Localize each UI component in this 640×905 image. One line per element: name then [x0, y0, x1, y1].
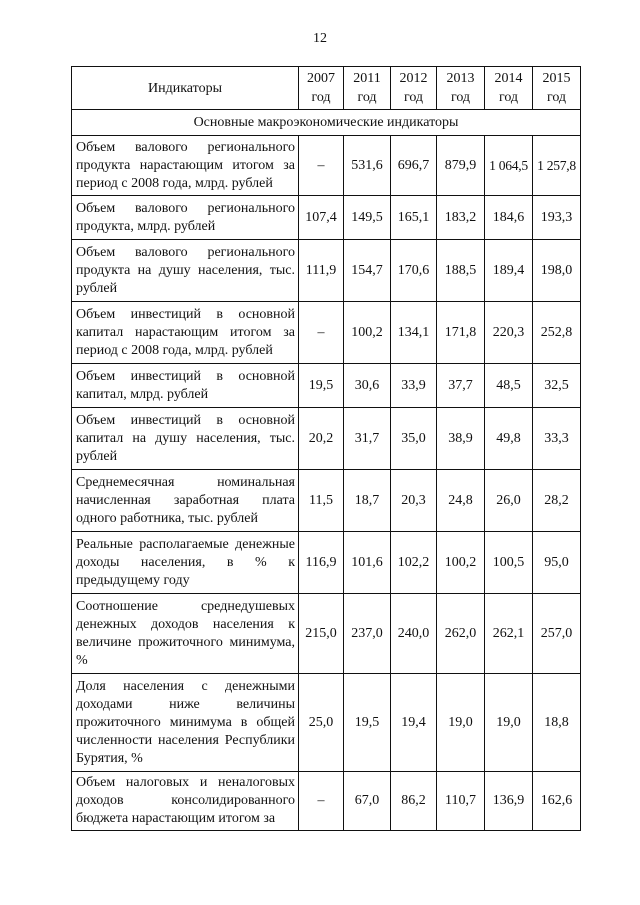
indicator-label: Соотношение среднедушевых денежных доходов населения к величине прожиточного минимума, %	[72, 594, 299, 674]
value-cell: 110,7	[437, 772, 485, 831]
table-row	[72, 364, 581, 408]
year-header-2012	[391, 67, 437, 110]
value-cell: 116,9	[299, 532, 344, 594]
year-suffix: год	[498, 90, 519, 105]
value-cell: 30,6	[344, 364, 391, 408]
value-cell: –	[299, 136, 344, 196]
year-suffix: год	[546, 90, 567, 105]
value-cell: 100,2	[344, 302, 391, 364]
value-cell: 107,4	[299, 196, 344, 240]
indicator-label: Объем налоговых и неналоговых доходов консолидированного бюджета нарастающим итогом за	[72, 772, 299, 831]
year-label: 2015	[542, 71, 571, 86]
year-header-2013	[437, 67, 485, 110]
value-cell: 154,7	[344, 240, 391, 302]
value-cell: 31,7	[344, 408, 391, 470]
year-label: 2007	[307, 71, 335, 86]
value-cell: 35,0	[391, 408, 437, 470]
value-cell: 215,0	[299, 594, 344, 674]
table-row	[72, 532, 581, 594]
value-cell: 102,2	[391, 532, 437, 594]
section-title: Основные макроэкономические индикаторы	[72, 110, 581, 136]
value-cell: 100,2	[437, 532, 485, 594]
value-cell: 18,7	[344, 470, 391, 532]
table-row	[72, 302, 581, 364]
value-cell: 189,4	[485, 240, 533, 302]
value-cell: 37,7	[437, 364, 485, 408]
header-row	[72, 67, 581, 110]
indicator-label: Объем инвестиций в основной капитал, млрд. рублей	[72, 364, 299, 408]
value-cell: 257,0	[533, 594, 581, 674]
table-row	[72, 594, 581, 674]
value-cell: 38,9	[437, 408, 485, 470]
table-row	[72, 196, 581, 240]
value-cell: 1 257,8	[533, 136, 581, 196]
value-cell: 162,6	[533, 772, 581, 831]
indicator-label: Реальные располагаемые денежные доходы населения, в % к предыдущему году	[72, 532, 299, 594]
value-cell: –	[299, 302, 344, 364]
year-suffix: год	[450, 90, 471, 105]
value-cell: 696,7	[391, 136, 437, 196]
value-cell: 252,8	[533, 302, 581, 364]
year-label: 2013	[446, 71, 475, 86]
value-cell: 171,8	[437, 302, 485, 364]
indicator-label: Объем валового регионального продукта нарастающим итогом за период с 2008 года, млрд. рублей	[72, 136, 299, 196]
value-cell: 20,3	[391, 470, 437, 532]
value-cell: 33,3	[533, 408, 581, 470]
year-label: 2012	[399, 71, 428, 86]
value-cell: 95,0	[533, 532, 581, 594]
value-cell: 170,6	[391, 240, 437, 302]
value-cell: 26,0	[485, 470, 533, 532]
value-cell: 188,5	[437, 240, 485, 302]
value-cell: 184,6	[485, 196, 533, 240]
value-cell: 32,5	[533, 364, 581, 408]
value-cell: 240,0	[391, 594, 437, 674]
value-cell: 67,0	[344, 772, 391, 831]
value-cell: 193,3	[533, 196, 581, 240]
indicator-label: Среднемесячная номинальная начисленная заработная плата одного работника, тыс. рублей	[72, 470, 299, 532]
indicator-label: Объем инвестиций в основной капитал на душу населения, тыс. рублей	[72, 408, 299, 470]
value-cell: 86,2	[391, 772, 437, 831]
table-row	[72, 240, 581, 302]
value-cell: 11,5	[299, 470, 344, 532]
year-label: 2011	[353, 71, 381, 86]
table-row	[72, 136, 581, 196]
value-cell: 19,5	[344, 674, 391, 772]
value-cell: 111,9	[299, 240, 344, 302]
page-number: 12	[313, 31, 327, 46]
year-label: 2014	[494, 71, 523, 86]
indicator-header: Индикаторы	[72, 67, 299, 110]
indicator-label: Объем инвестиций в основной капитал нарастающим итогом за период с 2008 года, млрд. рублей	[72, 302, 299, 364]
year-suffix: год	[357, 90, 377, 105]
indicator-label: Доля населения с денежными доходами ниже величины прожиточного минимума в общей численности населения Республики Бурятия, %	[72, 674, 299, 772]
value-cell: 48,5	[485, 364, 533, 408]
section-row	[72, 110, 581, 136]
value-cell: 220,3	[485, 302, 533, 364]
year-header-2015	[533, 67, 581, 110]
value-cell: 101,6	[344, 532, 391, 594]
value-cell: 198,0	[533, 240, 581, 302]
year-suffix: год	[311, 90, 331, 105]
table-row	[72, 674, 581, 772]
value-cell: 19,4	[391, 674, 437, 772]
indicator-label: Объем валового регионального продукта, млрд. рублей	[72, 196, 299, 240]
value-cell: 33,9	[391, 364, 437, 408]
value-cell: 1 064,5	[485, 136, 533, 196]
value-cell: 25,0	[299, 674, 344, 772]
value-cell: 19,5	[299, 364, 344, 408]
value-cell: 262,1	[485, 594, 533, 674]
value-cell: 19,0	[437, 674, 485, 772]
year-header-2007	[299, 67, 344, 110]
value-cell: 134,1	[391, 302, 437, 364]
value-cell: 20,2	[299, 408, 344, 470]
year-suffix: год	[403, 90, 424, 105]
value-cell: 531,6	[344, 136, 391, 196]
year-header-2014	[485, 67, 533, 110]
value-cell: 18,8	[533, 674, 581, 772]
value-cell: 49,8	[485, 408, 533, 470]
value-cell: 100,5	[485, 532, 533, 594]
value-cell: 183,2	[437, 196, 485, 240]
value-cell: 165,1	[391, 196, 437, 240]
value-cell: 262,0	[437, 594, 485, 674]
table-row	[72, 470, 581, 532]
year-header-2011	[344, 67, 391, 110]
table-row	[72, 772, 581, 831]
value-cell: 19,0	[485, 674, 533, 772]
indicators-table	[71, 66, 581, 831]
table-row	[72, 408, 581, 470]
indicator-label: Объем валового регионального продукта на душу населения, тыс. рублей	[72, 240, 299, 302]
value-cell: 237,0	[344, 594, 391, 674]
value-cell: 136,9	[485, 772, 533, 831]
value-cell: –	[299, 772, 344, 831]
value-cell: 879,9	[437, 136, 485, 196]
value-cell: 149,5	[344, 196, 391, 240]
value-cell: 24,8	[437, 470, 485, 532]
value-cell: 28,2	[533, 470, 581, 532]
